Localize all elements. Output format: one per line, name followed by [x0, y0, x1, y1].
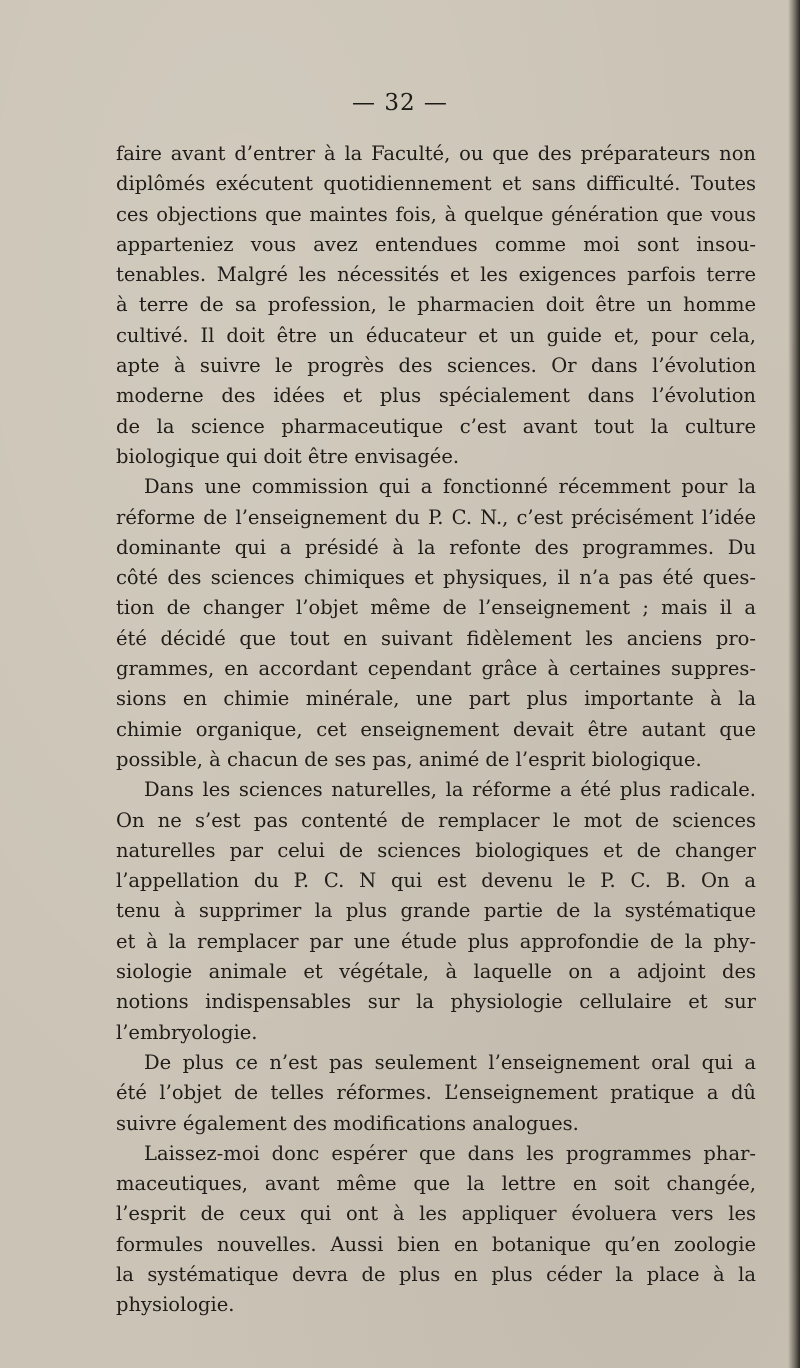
text-line: l’appellation du P. C. N qui est devenu le P. C. B. On a: [116, 869, 756, 893]
text-line: Dans une commission qui a fonctionné récemment pour la: [144, 475, 756, 499]
text-line: sions en chimie minérale, une part plus importante à la: [116, 687, 756, 711]
text-line: moderne des idées et plus spécialement dans l’évolution: [116, 384, 756, 408]
body-text: [116, 139, 756, 1321]
text-line: dominante qui a présidé à la refonte des programmes. Du: [116, 535, 756, 559]
text-line: possible, à chacun de ses pas, animé de l’esprit biologique.: [116, 747, 702, 771]
text-line: côté des sciences chimiques et physiques, il n’a pas été ques-: [116, 566, 756, 590]
text-line: apte à suivre le progrès des sciences. Or dans l’évolution: [116, 354, 756, 378]
text-line: l’esprit de ceux qui ont à les appliquer évoluera vers les: [116, 1202, 756, 1226]
text-line: naturelles par celui de sciences biologiques et de changer: [116, 838, 756, 862]
text-line: formules nouvelles. Aussi bien en botanique qu’en zoologie: [116, 1232, 756, 1256]
text-line: biologique qui doit être envisagée.: [116, 444, 460, 468]
text-line: réforme de l’enseignement du P. C. N., c’est précisément l’idée: [116, 505, 756, 529]
text-line: Laissez-moi donc espérer que dans les programmes phar-: [144, 1141, 756, 1165]
text-line: été décidé que tout en suivant fidèlement les anciens pro-: [116, 626, 756, 650]
text-line: cultivé. Il doit être un éducateur et un guide et, pour cela,: [116, 323, 756, 347]
text-line: à terre de sa profession, le pharmacien doit être un homme: [116, 293, 756, 317]
text-line: tenu à supprimer la plus grande partie de la systématique: [116, 899, 756, 923]
text-line: grammes, en accordant cependant grâce à certaines suppres-: [116, 657, 756, 681]
text-line: de la science pharmaceutique c’est avant tout la culture: [116, 414, 756, 438]
text-line: la systématique devra de plus en plus céder la place à la: [116, 1262, 756, 1286]
text-line: De plus ce n’est pas seulement l’enseignement oral qui a: [144, 1050, 756, 1074]
text-line: suivre également des modifications analogues.: [116, 1111, 579, 1135]
text-line: tenables. Malgré les nécessités et les exigences parfois terre: [116, 263, 756, 287]
text-line: ces objections que maintes fois, à quelque génération que vous: [116, 202, 756, 226]
page-edge-shadow: [788, 0, 800, 1368]
text-line: l’embryologie.: [116, 1020, 258, 1044]
text-line: et à la remplacer par une étude plus approfondie de la phy-: [116, 929, 756, 953]
text-line: maceutiques, avant même que la lettre en soit changée,: [116, 1172, 756, 1196]
text-line: apparteniez vous avez entendues comme moi sont insou-: [116, 232, 756, 256]
text-line: chimie organique, cet enseignement devait être autant que: [116, 717, 756, 741]
text-line: Dans les sciences naturelles, la réforme a été plus radicale.: [144, 778, 756, 802]
text-line: On ne s’est pas contenté de remplacer le mot de sciences: [116, 808, 756, 832]
text-line: physiologie.: [116, 1293, 235, 1317]
text-line: tion de changer l’objet même de l’enseignement ; mais il a: [116, 596, 756, 620]
text-line: faire avant d’entrer à la Faculté, ou que des préparateurs non: [116, 142, 756, 165]
text-line: diplômés exécutent quotidiennement et sans difficulté. Toutes: [116, 172, 756, 196]
text-line: notions indispensables sur la physiologie cellulaire et sur: [116, 990, 756, 1014]
page-number: — 32 —: [352, 90, 448, 116]
text-line: siologie animale et végétale, à laquelle on a adjoint des: [116, 960, 756, 984]
text-line: été l’objet de telles réformes. L’enseignement pratique a dû: [116, 1081, 756, 1105]
